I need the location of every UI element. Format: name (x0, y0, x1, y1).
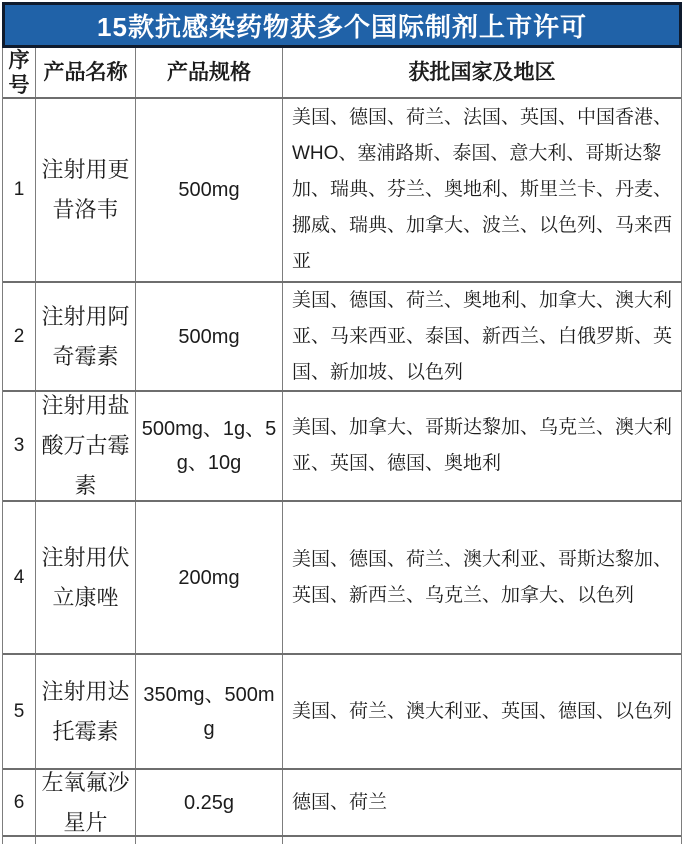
countries-cell: 美国、德国、荷兰、澳大利亚、哥斯达黎加、英国、新西兰、乌克兰、加拿大、以色列 (292, 548, 673, 606)
row-number-cell: 4 (3, 502, 36, 653)
countries-cell (283, 837, 681, 844)
product-spec-cell: 200mg (136, 502, 283, 653)
table-row (3, 770, 681, 837)
table-row (3, 655, 681, 770)
table-header-row (3, 48, 681, 99)
countries-cell: 美国、荷兰、澳大利亚、英国、德国、以色列 (292, 700, 673, 722)
table-row (3, 502, 681, 655)
product-spec-cell: 500mg、1g、5g、10g (136, 392, 283, 500)
countries-cell: 美国、德国、荷兰、奥地利、加拿大、澳大利亚、马来西亚、泰国、新西兰、白俄罗斯、英国、新加坡、以色列 (292, 289, 673, 383)
product-name-cell: 注射用阿奇霉素 (36, 283, 136, 390)
product-name-cell: 注射用盐酸万古霉素 (36, 392, 136, 500)
header-no: 序号 (3, 48, 36, 97)
product-name-cell: 注射用达托霉素 (36, 655, 136, 768)
countries-cell: 德国、荷兰 (292, 791, 388, 813)
product-spec-cell: 500mg (136, 99, 283, 281)
row-number-cell (3, 837, 36, 844)
table-row (3, 283, 681, 392)
countries-cell: 美国、德国、荷兰、法国、英国、中国香港、WHO、塞浦路斯、泰国、意大利、哥斯达黎加、瑞典、芬兰、奥地利、斯里兰卡、丹麦、挪威、瑞典、加拿大、波兰、以色列、马来西亚 (292, 107, 673, 272)
product-name-cell (36, 837, 136, 844)
product-name-cell: 注射用更昔洛韦 (36, 99, 136, 281)
product-name-cell: 注射用伏立康唑 (36, 502, 136, 653)
product-spec-cell: 0.25g (136, 770, 283, 835)
table-row-partial (3, 837, 681, 844)
product-spec-cell: 500mg (136, 283, 283, 390)
page-title: 15款抗感染药物获多个国际制剂上市许可 (2, 2, 682, 48)
product-spec-cell: 350mg、500mg (136, 655, 283, 768)
header-product-name: 产品名称 (36, 48, 136, 97)
table-row (3, 99, 681, 283)
header-countries: 获批国家及地区 (408, 61, 556, 84)
row-number-cell: 6 (3, 770, 36, 835)
product-spec-cell (136, 837, 283, 844)
header-product-spec: 产品规格 (136, 48, 283, 97)
row-number-cell: 5 (3, 655, 36, 768)
row-number-cell: 3 (3, 392, 36, 500)
product-name-cell: 左氧氟沙星片 (36, 770, 136, 835)
approval-table (2, 48, 682, 844)
row-number-cell: 1 (3, 99, 36, 281)
countries-cell: 美国、加拿大、哥斯达黎加、乌克兰、澳大利亚、英国、德国、奥地利 (292, 417, 673, 474)
row-number-cell: 2 (3, 283, 36, 390)
table-row (3, 392, 681, 502)
